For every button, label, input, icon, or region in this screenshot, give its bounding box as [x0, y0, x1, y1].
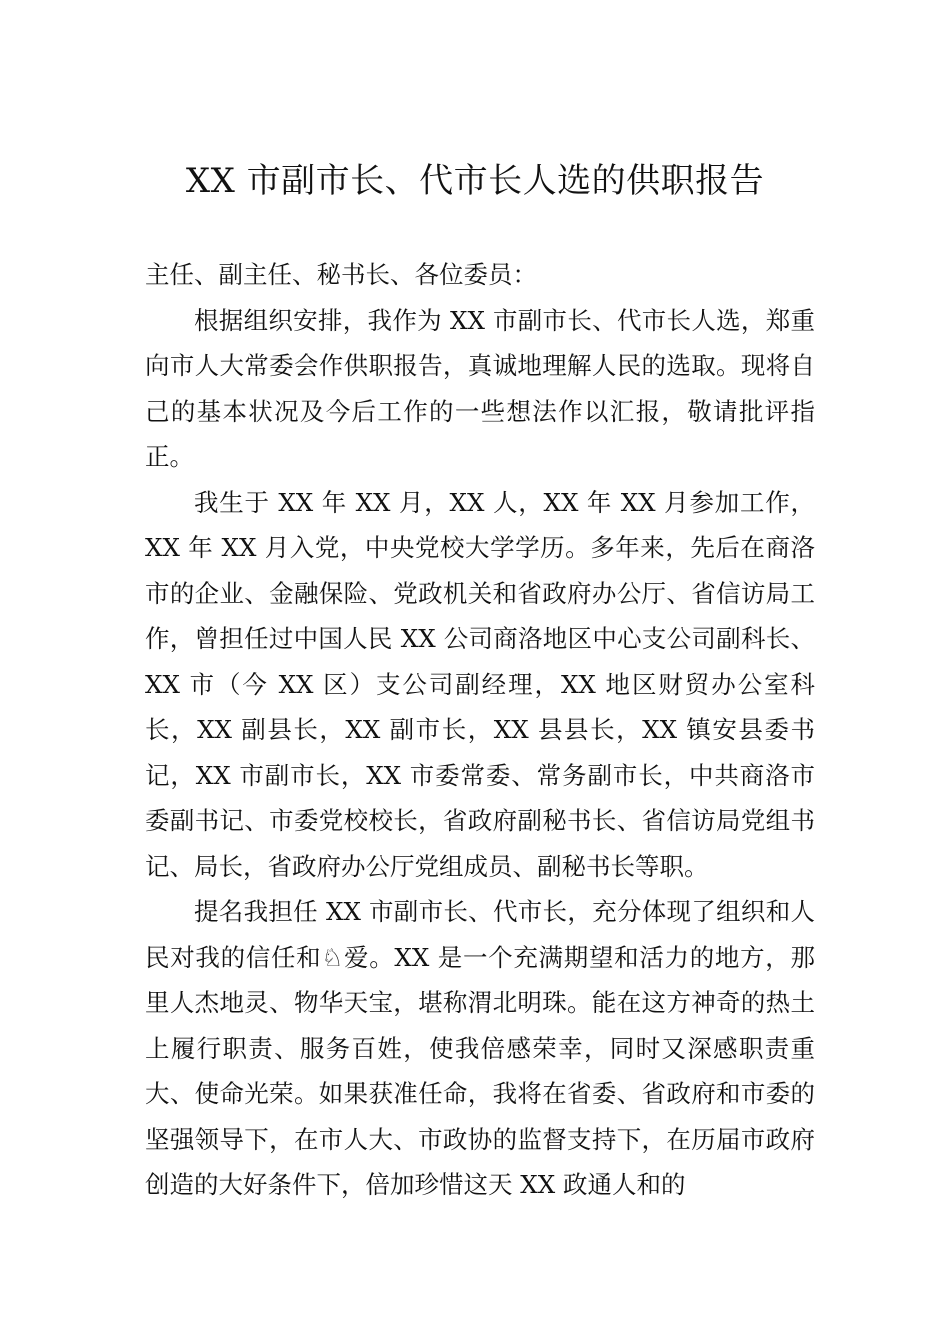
paragraph-nomination: 提名我担任 XX 市副市长、代市长，充分体现了组织和人民对我的信任和♘爱。XX 是一个充满期望和活力的地方，那里人杰地灵、物华天宝，堪称渭北明珠。能在这方神奇的热土上履行职责、服务百姓，使我倍感荣幸，同时又深感职责重大、使命光荣。如果获准任命，我将在省委、省政府和市委的坚强领导下，在市人大、市政协的监督支持下，在历届市政府创造的大好条件下，倍加珍惜这天 XX 政通人和的	[145, 897, 815, 1199]
salutation: 主任、副主任、秘书长、各位委员：	[145, 260, 537, 289]
document-body	[145, 252, 815, 1208]
paragraph-intro: 根据组织安排，我作为 XX 市副市长、代市长人选，郑重向市人大常委会作供职报告，真诚地理解人民的选取。现将自己的基本状况及今后工作的一些想法作以汇报，敬请批评指正。	[145, 305, 815, 471]
document-title: XX 市副市长、代市长人选的供职报告	[185, 161, 765, 201]
paragraph-biography: 我生于 XX 年 XX 月，XX 人，XX 年 XX 月参加工作，XX 年 XX 月入党，中央党校大学学历。多年来，先后在商洛市的企业、金融保险、党政机关和省政府办公厅、省信访局工作，曾担任过中国人民 XX 公司商洛地区中心支公司副科长、XX 市（今 XX 区）支公司副经理，XX 地区财贸办公室科长，XX 副县长，XX 副市长，XX 县县长，XX 镇安县委书记，XX 市副市长，XX 市委常委、常务副市长，中共商洛市委副书记、市委党校校长，省政府副秘书长、省信访局党组书记、局长，省政府办公厅党组成员、副秘书长等职。	[145, 487, 815, 881]
